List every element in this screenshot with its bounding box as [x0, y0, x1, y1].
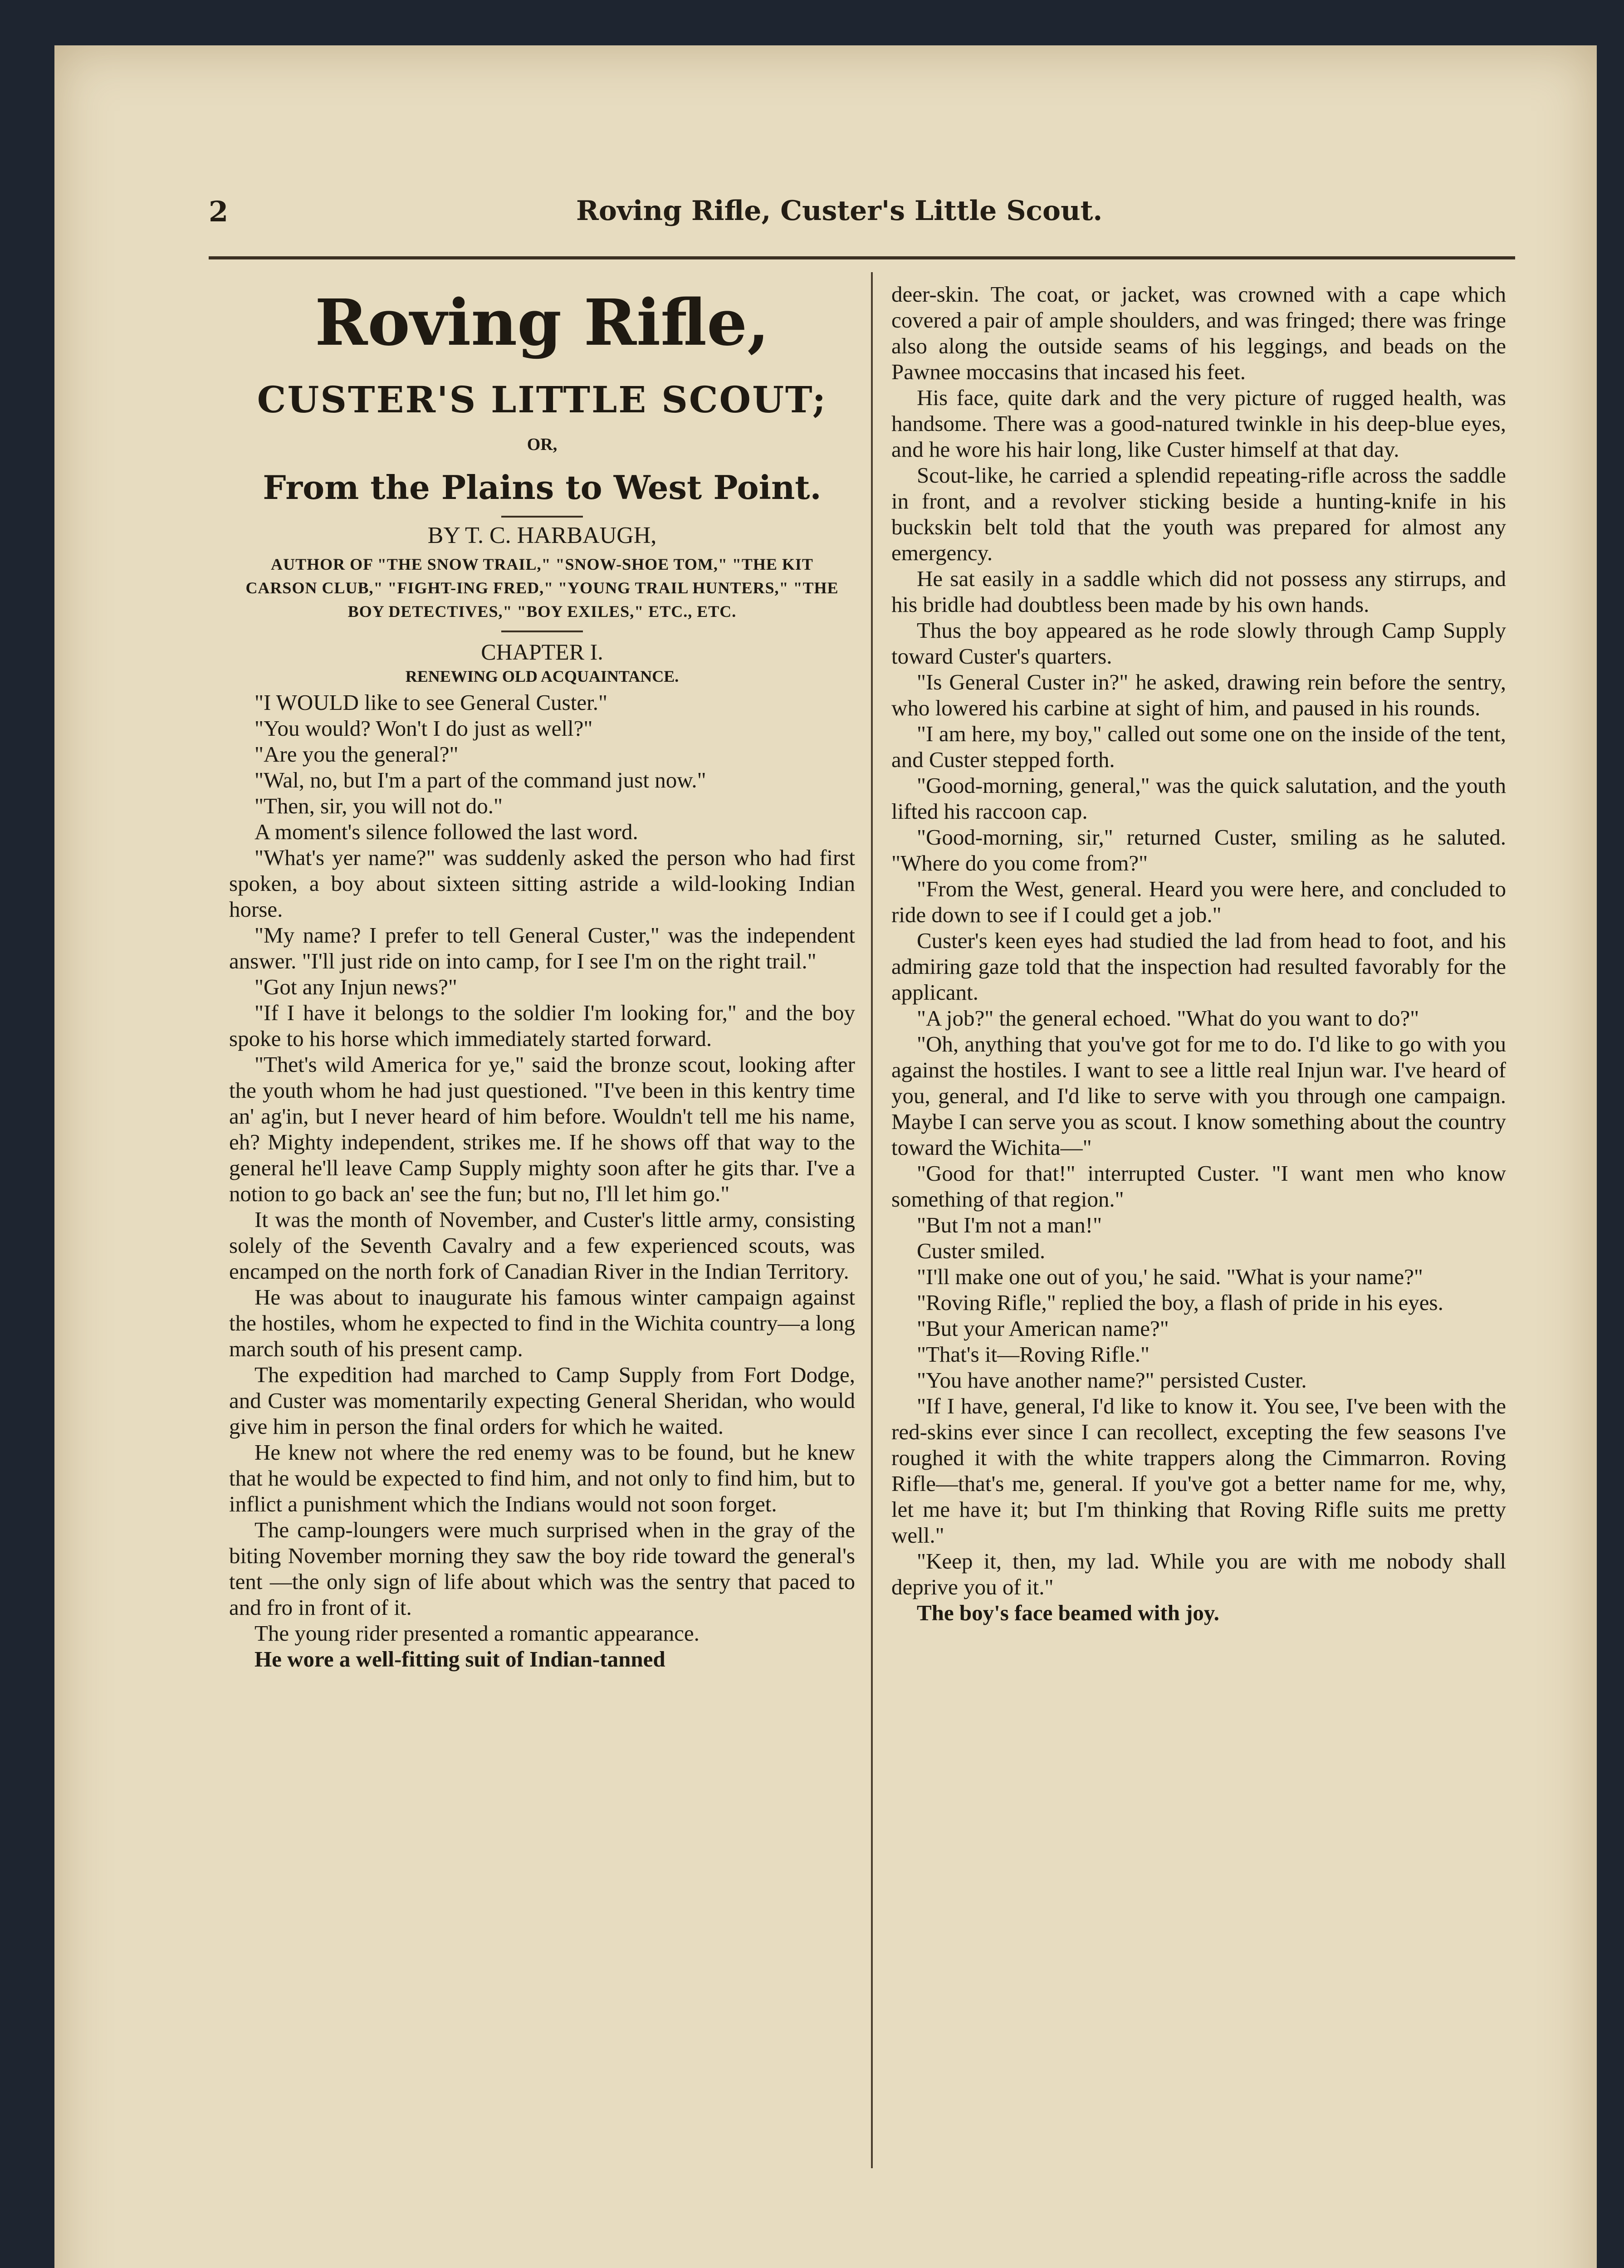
paragraph: Custer's keen eyes had studied the lad from head to foot, and his admiring gaze told that the inspection had resulted favorably for the applicant.	[891, 928, 1506, 1005]
paragraph: "If I have, general, I'd like to know it. You see, I've been with the red-skins ever since I can recollect, excepting the few seasons I've roughed it with the white trappers along the Cimmarron. Roving Rifle—that's me, general. If you've got a better name for me, why, let me have it; but I'm thinking that Roving Rifle suits me pretty well."	[891, 1393, 1506, 1548]
story-alt-title: From the Plains to West Point.	[263, 468, 822, 507]
header-rule	[209, 256, 1515, 259]
paragraph: "Got any Injun news?"	[254, 974, 457, 999]
paragraph: "From the West, general. Heard you were here, and concluded to ride down to see if I could get a job."	[891, 876, 1506, 927]
paragraph: "If I have it belongs to the soldier I'm looking for," and the boy spoke to his horse which immediately started forward.	[229, 1000, 855, 1051]
running-title: Roving Rifle, Custer's Little Scout.	[576, 195, 1103, 227]
paragraph: A moment's silence followed the last word.	[254, 819, 638, 844]
paragraph: Thus the boy appeared as he rode slowly through Camp Supply toward Custer's quarters.	[891, 618, 1506, 669]
paragraph: "My name? I prefer to tell General Custer," was the independent answer. "I'll just ride on into camp, for I see I'm on the right trail."	[229, 923, 855, 973]
paragraph: Scout-like, he carried a splendid repeating-rifle across the saddle in front, and a revolver sticking beside a hunting-knife in his buckskin belt told that the youth was prepared for almost any emergency.	[891, 463, 1506, 565]
chapter-heading: CHAPTER I.	[481, 639, 603, 665]
left-column	[229, 277, 855, 1672]
paragraph: "A job?" the general echoed. "What do you want to do?"	[917, 1006, 1419, 1031]
paragraph: "Keep it, then, my lad. While you are with me nobody shall deprive you of it."	[891, 1549, 1506, 1599]
byline: BY T. C. HARBAUGH,	[427, 523, 657, 548]
paragraph: "I WOULD like to see General Custer."	[254, 690, 607, 715]
paragraph: It was the month of November, and Custer's little army, consisting solely of the Seventh Cavalry and a few experienced scouts, was encamped on the north fork of Canadian River in the Indian Territory.	[229, 1207, 855, 1284]
paragraph: "Then, sir, you will not do."	[254, 793, 503, 818]
paragraph: The camp-loungers were much surprised when in the gray of the biting November morning they saw the boy ride toward the general's tent —the only sign of life about which was the sentry that paced to and fro in front of it.	[229, 1517, 855, 1620]
paragraph: "Are you the general?"	[254, 742, 459, 767]
paragraph: "I am here, my boy," called out some one on the inside of the tent, and Custer stepped forth.	[891, 721, 1506, 772]
paragraph: He knew not where the red enemy was to be found, but he knew that he would be expected to find him, and not only to find him, but to inflict a punishment which the Indians would not soon forget.	[229, 1440, 855, 1516]
paragraph: "You have another name?" persisted Custer.	[917, 1368, 1307, 1393]
paragraph: His face, quite dark and the very picture of rugged health, was handsome. There was a good-natured twinkle in his deep-blue eyes, and he wore his hair long, like Custer himself at that day.	[891, 385, 1506, 462]
page-number: 2	[209, 195, 229, 228]
paragraph: "Good-morning, sir," returned Custer, smiling as he saluted. "Where do you come from?"	[891, 825, 1506, 875]
paragraph: "Is General Custer in?" he asked, drawing rein before the sentry, who lowered his carbine at sight of him, and paused in his rounds.	[891, 670, 1506, 720]
paragraph: "That's it—Roving Rifle."	[917, 1342, 1150, 1367]
paragraph: "Good-morning, general," was the quick salutation, and the youth lifted his raccoon cap.	[891, 773, 1506, 824]
paragraph: "Good for that!" interrupted Custer. "I want men who know something of that region."	[891, 1161, 1506, 1212]
short-rule	[501, 631, 583, 632]
paragraph: He was about to inaugurate his famous winter campaign against the hostiles, whom he expected to find in the Wichita country—a long march south of his present camp.	[229, 1285, 855, 1361]
paragraph: "Thet's wild America for ye," said the bronze scout, looking after the youth whom he had just questioned. "I've been in this kentry time an' ag'in, but I never heard of him before. Wouldn't tell me his name, eh? Mighty independent, strikes me. If he shows off that way to the general he'll leave Camp Supply mighty soon after he gits thar. I've a notion to go back an' see the fun; but no, I'll let him go."	[229, 1052, 855, 1206]
paragraph: "Roving Rifle," replied the boy, a flash of pride in his eyes.	[917, 1290, 1443, 1315]
story-title: Roving Rifle,	[315, 286, 769, 360]
paragraph: "But your American name?"	[917, 1316, 1169, 1341]
paragraph: "Oh, anything that you've got for me to do. I'd like to go with you against the hostiles. I want to see a little real Injun war. I've heard of you, general, and I'd like to serve with you through one campaign. Maybe I can serve you as scout. I know something about the country toward the Wichita—"	[891, 1031, 1506, 1160]
paragraph: He sat easily in a saddle which did not possess any stirrups, and his bridle had doubtless been made by his own hands.	[891, 566, 1506, 617]
paragraph: The expedition had marched to Camp Supply from Fort Dodge, and Custer was momentarily expecting General Sheridan, who would give him in person the final orders for which he waited.	[229, 1362, 855, 1439]
paragraph: The young rider presented a romantic appearance.	[254, 1621, 699, 1646]
paragraph: "I'll make one out of you,' he said. "What is your name?"	[917, 1264, 1423, 1289]
paragraph: He wore a well-fitting suit of Indian-tanned	[254, 1647, 665, 1672]
story-subtitle: CUSTER'S LITTLE SCOUT;	[257, 378, 827, 421]
author-credits: AUTHOR OF "THE SNOW TRAIL," "SNOW-SHOE TOM," "THE KIT CARSON CLUB," "FIGHT-ING FRED," "YOUNG TRAIL HUNTERS," "THE BOY DETECTIVES," "BOY EXILES," ETC., ETC.	[245, 555, 839, 621]
right-column	[891, 281, 1506, 1626]
paragraph: "What's yer name?" was suddenly asked the person who had first spoken, a boy about sixteen sitting astride a wild-looking Indian horse.	[229, 845, 855, 922]
paragraph: The boy's face beamed with joy.	[917, 1600, 1219, 1625]
paragraph: Custer smiled.	[917, 1238, 1046, 1263]
paragraph: "You would? Won't I do just as well?"	[254, 716, 593, 741]
column-divider	[871, 272, 873, 2168]
page-header	[209, 195, 1270, 245]
short-rule	[501, 516, 583, 518]
paragraph: deer-skin. The coat, or jacket, was crowned with a cape which covered a pair of ample shoulders, and was fringed; there was fringe also along the outside seams of his leggings, and beads on the Pawnee moccasins that incased his feet.	[891, 282, 1506, 384]
paragraph: "Wal, no, but I'm a part of the command just now."	[254, 767, 706, 792]
or-label: OR,	[527, 435, 558, 454]
chapter-title: RENEWING OLD ACQUAINTANCE.	[405, 667, 679, 685]
paragraph: "But I'm not a man!"	[917, 1212, 1102, 1237]
